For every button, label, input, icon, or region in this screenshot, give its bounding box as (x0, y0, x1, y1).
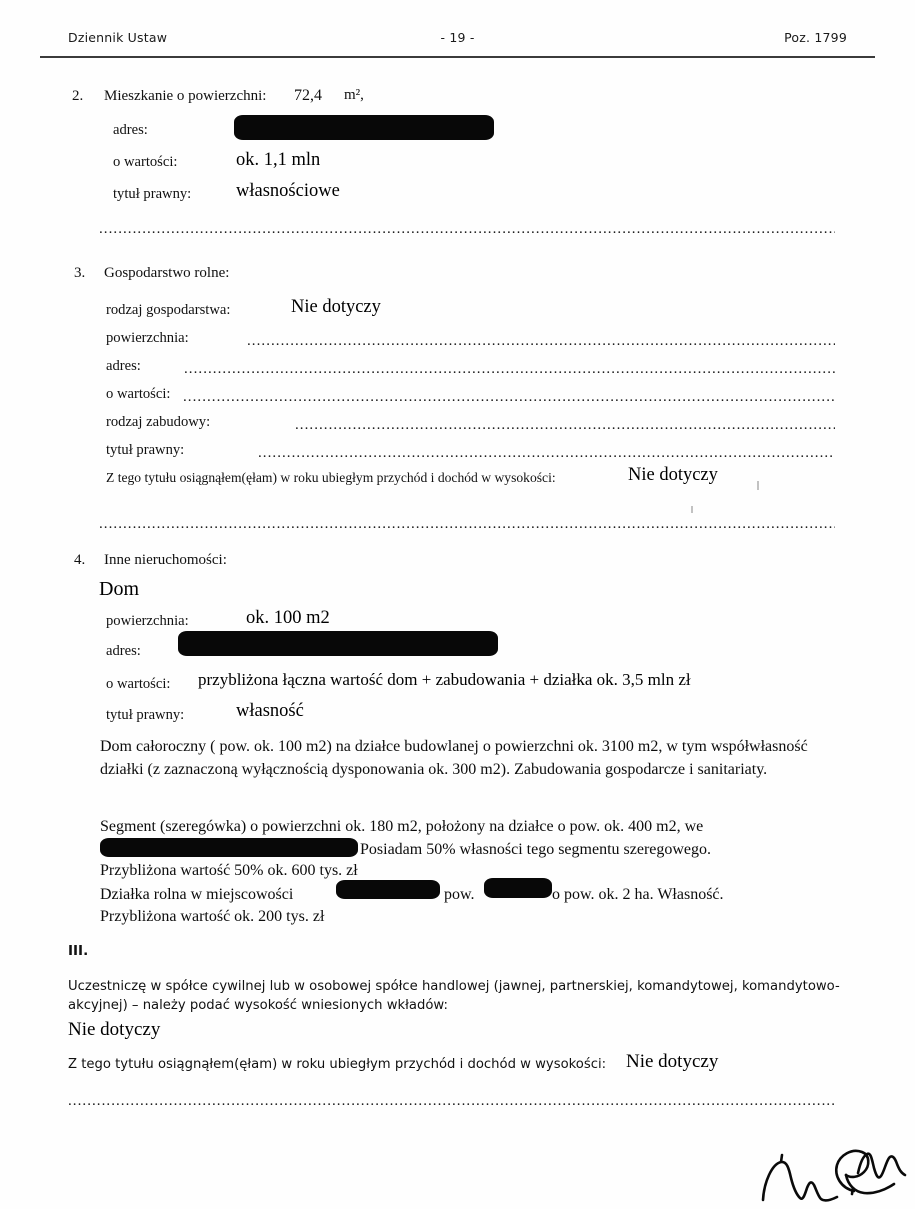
separator-dotted-line-2 (99, 517, 835, 531)
section-4-paragraph-2-line-2: Posiadam 50% własności tego segmentu szeregowego. (360, 841, 712, 858)
section-3-field-wartosc-label: o wartości: (106, 386, 171, 402)
section-4-paragraph-3-part-2: pow. (444, 886, 475, 903)
section-4-field-powierzchnia-value: ok. 100 m2 (246, 608, 330, 628)
section-4-paragraph-2-line-1: Segment (szeregówka) o powierzchni ok. 180 m2, położony na działce o pow. ok. 400 m2, we (100, 818, 704, 835)
scan-speck-1 (757, 481, 759, 490)
section-3-field-adres-dots (184, 362, 835, 376)
section-4-paragraph-2-line-3: Przybliżona wartość 50% ok. 600 tys. zł (100, 862, 358, 879)
section-2-area-value: 72,4 (294, 87, 322, 104)
section-3-income-value: Nie dotyczy (628, 465, 718, 485)
header-divider-rule (40, 56, 875, 58)
redaction-bar-address-2 (178, 631, 498, 656)
section-3-field-wartosc-dots (183, 390, 835, 404)
section-4-field-tytul-value: własność (236, 701, 304, 721)
separator-dotted-line-1 (99, 222, 835, 236)
section-2-area-unit: m², (344, 87, 364, 103)
section-4-subtitle: Dom (99, 578, 139, 600)
section-3-field-zabudowa-label: rodzaj zabudowy: (106, 414, 211, 430)
section-2-field-tytul-value: własnościowe (236, 181, 340, 201)
section-iii-income-value: Nie dotyczy (626, 1051, 719, 1072)
section-3-income-label: Z tego tytułu osiągnąłem(ęłam) w roku ubiegłym przychód i dochód w wysokości: (106, 470, 556, 485)
section-4-paragraph-1: Dom całoroczny ( pow. ok. 100 m2) na działce budowlanej o powierzchni ok. 3100 m2, w tym współwłasność działki (z zaznaczoną wyłącznością dysponowania ok. 300 m2). Zabudowania gospodarcze i sanitariaty. (100, 738, 808, 778)
redaction-bar-segment-location (100, 838, 358, 857)
section-4-field-powierzchnia-label: powierzchnia: (106, 613, 189, 629)
section-3-field-zabudowa-dots (295, 418, 835, 432)
section-4-paragraph-3-part-1: Działka rolna w miejscowości (100, 886, 294, 903)
section-3-field-tytul-label: tytuł prawny: (106, 442, 185, 458)
section-3-number: 3. (74, 265, 86, 281)
section-3-field-rodzaj-label: rodzaj gospodarstwa: (106, 302, 231, 318)
section-4-title: Inne nieruchomości: (104, 552, 227, 568)
header-journal-title: Dziennik Ustaw (68, 30, 168, 45)
section-2-field-tytul-label: tytuł prawny: (113, 186, 192, 202)
section-4-field-adres-label: adres: (106, 643, 141, 659)
section-2-field-adres-label: adres: (113, 122, 148, 138)
section-4-paragraph-3-line-2: Przybliżona wartość ok. 200 tys. zł (100, 908, 325, 925)
section-2-field-wartosc-label: o wartości: (113, 154, 178, 170)
section-4-field-tytul-label: tytuł prawny: (106, 707, 185, 723)
redaction-bar-parcel-locality (336, 880, 440, 899)
section-iii-roman: III. (68, 943, 89, 959)
header-position-code: Poz. 1799 (784, 30, 847, 45)
redaction-bar-address-1 (234, 115, 494, 140)
handwritten-signature (758, 1128, 908, 1206)
separator-dotted-line-3 (68, 1094, 836, 1108)
section-4-paragraph-3-part-3: o pow. ok. 2 ha. Własność. (552, 886, 724, 903)
section-iii-answer: Nie dotyczy (68, 1019, 161, 1040)
section-3-title: Gospodarstwo rolne: (104, 265, 230, 281)
section-4-field-wartosc-label: o wartości: (106, 676, 171, 692)
section-iii-body: Uczestniczę w spółce cywilnej lub w osobowej spółce handlowej (jawnej, partnerskiej, komandytowej, komandytowo-akcyjnej) – należy podać wysokość wniesionych wkładów: (68, 979, 840, 1013)
section-3-field-powierzchnia-dots (247, 334, 835, 348)
section-3-field-rodzaj-value: Nie dotyczy (291, 297, 381, 317)
section-3-field-adres-label: adres: (106, 358, 141, 374)
section-4-number: 4. (74, 552, 86, 568)
section-iii-income-label: Z tego tytułu osiągnąłem(ęłam) w roku ubiegłym przychód i dochód w wysokości: (68, 1057, 607, 1072)
section-2-number: 2. (72, 88, 84, 104)
scan-speck-2 (691, 506, 693, 513)
section-2-field-wartosc-value: ok. 1,1 mln (236, 150, 321, 170)
section-4-field-wartosc-value: przybliżona łączna wartość dom + zabudowania + działka ok. 3,5 mln zł (198, 670, 691, 689)
section-3-field-powierzchnia-label: powierzchnia: (106, 330, 189, 346)
redaction-bar-parcel-county (484, 878, 552, 898)
section-2-title: Mieszkanie o powierzchni: (104, 88, 267, 104)
header-page-number: - 19 - (440, 30, 475, 45)
section-3-field-tytul-dots (258, 446, 835, 460)
